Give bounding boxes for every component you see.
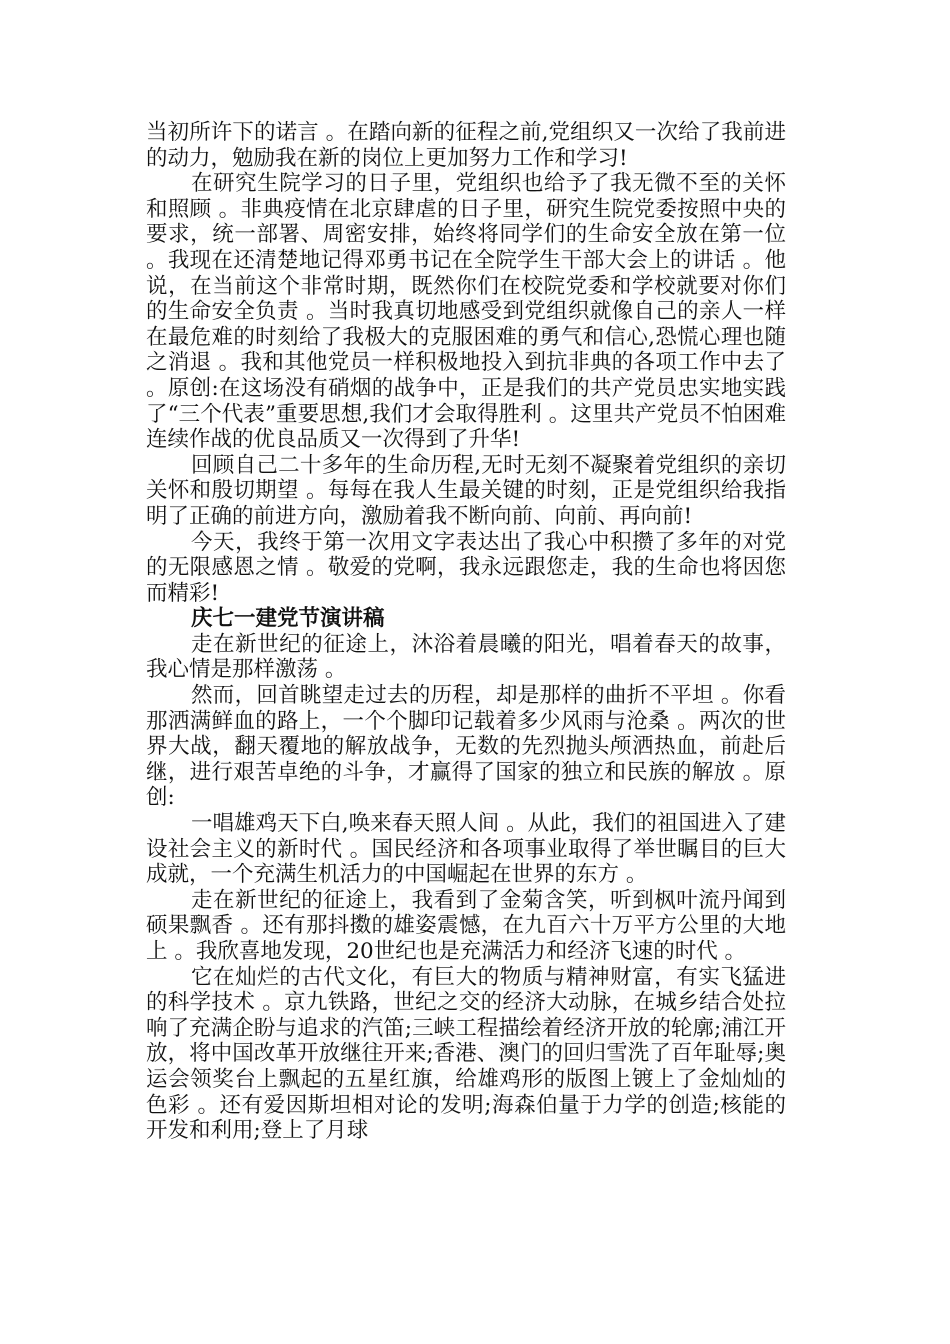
paragraph-6: 然而，回首眺望走过去的历程，却是那样的曲折不平坦 。你看那洒满鲜血的路上，一个个脚印记载着多少风雨与沧桑 。两次的世界大战，翻天覆地的解放战争，无数的先烈抛头颅洒热血，前赴后继，进行艰苦卓绝的斗争，才赢得了国家的独立和民族的解放 。原创: [146, 683, 786, 811]
paragraph-4: 今天，我终于第一次用文字表达出了我心中积攒了多年的对党的无限感恩之情 。敬爱的党啊，我永远跟您走，我的生命也将因您而精彩! [146, 529, 786, 606]
paragraph-7: 一唱雄鸡天下白,唤来春天照人间 。从此，我们的祖国进入了建设社会主义的新时代 。国民经济和各项事业取得了举世瞩目的巨大成就，一个充满生机活力的中国崛起在世界的东方 。 [146, 811, 786, 888]
paragraph-3: 回顾自己二十多年的生命历程,无时无刻不凝聚着党组织的亲切关怀和殷切期望 。每每在我人生最关键的时刻，正是党组织给我指明了正确的前进方向，激励着我不断向前、向前、再向前! [146, 452, 786, 529]
document-body [146, 120, 786, 1144]
paragraph-8: 走在新世纪的征途上，我看到了金菊含笑，听到枫叶流丹闻到硕果飘香 。还有那抖擞的雄姿震憾，在九百六十万平方公里的大地上 。我欣喜地发现，20世纪也是充满活力和经济飞速的时代 。 [146, 887, 786, 964]
paragraph-9: 它在灿烂的古代文化，有巨大的物质与精神财富，有实飞猛进的科学技术 。京九铁路，世纪之交的经济大动脉，在城乡结合处拉响了充满企盼与追求的汽笛;三峡工程描绘着经济开放的轮廓;浦江开放，将中国改革开放继往开来;香港、澳门的回归雪洗了百年耻辱;奥运会领奖台上飘起的五星红旗，给雄鸡形的版图上镀上了金灿灿的色彩 。还有爱因斯坦相对论的发明;海森伯量于力学的创造;核能的开发和利用;登上了月球 [146, 964, 786, 1144]
paragraph-5: 走在新世纪的征途上，沐浴着晨曦的阳光，唱着春天的故事，我心情是那样激荡 。 [146, 631, 786, 683]
speech-title: 庆七一建党节演讲稿 [191, 606, 385, 632]
paragraph-1: 当初所许下的诺言 。在踏向新的征程之前,党组织又一次给了我前进的动力，勉励我在新的岗位上更加努力工作和学习! [146, 120, 786, 171]
paragraph-2: 在研究生院学习的日子里，党组织也给予了我无微不至的关怀和照顾 。非典疫情在北京肆虐的日子里，研究生院党委按照中央的要求，统一部署、周密安排，始终将同学们的生命安全放在第一位 。我现在还清楚地记得邓勇书记在全院学生干部大会上的讲话 。他说，在当前这个非常时期，既然你们在校院党委和学校就要对你们的生命安全负责 。当时我真切地感受到党组织就像自己的亲人一样在最危难的时刻给了我极大的克服困难的勇气和信心,恐慌心理也随之消退 。我和其他党员一样积极地投入到抗非典的各项工作中去了 。原创:在这场没有硝烟的战争中，正是我们的共产党员忠实地实践了“三个代表”重要思想,我们才会取得胜利 。这里共产党员不怕困难连续作战的优良品质又一次得到了升华! [146, 171, 786, 453]
